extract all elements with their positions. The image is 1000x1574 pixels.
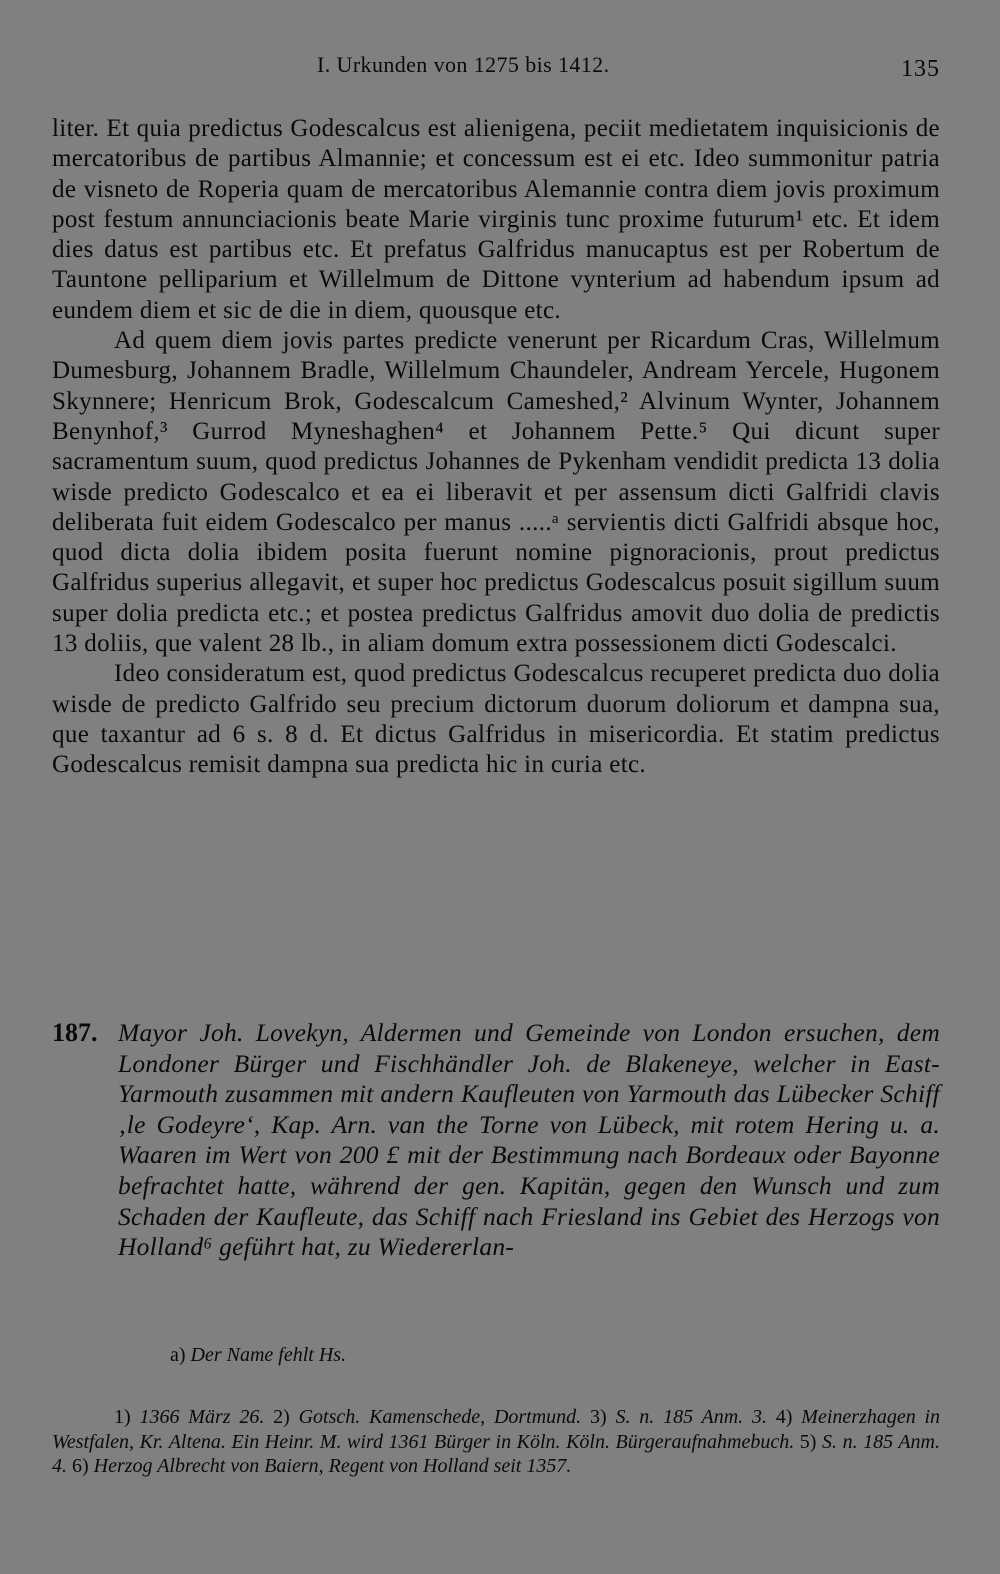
- entry-number: 187.: [52, 1018, 98, 1047]
- footnote-number: 4): [775, 1406, 793, 1428]
- footnote-number: 3): [589, 1406, 607, 1428]
- footnote-marker: a): [170, 1344, 186, 1366]
- running-head: [52, 50, 940, 86]
- footnote-number: 5): [799, 1430, 817, 1453]
- footnotes-paragraph: [52, 1405, 940, 1479]
- body-paragraph-jury: Ad quem diem jovis partes predicte venerunt per Ricardum Cras, Willelmum Dumesburg, Johannem Bradle, Willelmum Chaundeler, Andream Yercele, Hugonem Skynnere; Henricum Brok, Godescalcum Cameshed,² Alvinum Wynter, Johannem Benynhof,³ Gurrod Myneshaghen⁴ et Johannem Pette.⁵ Qui dicunt super sacramentum suum, quod predictus Johannes de Pykenham vendidit predicta 13 dolia wisde predicto Godescalco et ea ei liberavit et per assensum dicti Galfridi clavis deliberata fuit eidem Godescalco per manus .....ᵃ servientis dicti Galfridi absque hoc, quod dicta dolia ibidem posita fuerunt nomine pignoracionis, prout predictus Galfridus superius allegavit, et super hoc predictus Godescalcus posuit sigillum suum super dolia predicta etc.; et postea predictus Galfridus amovit duo dolia de predictis 13 doliis, que valent 28 lb., in aliam domum extra possessionem dicti Godescalci.: [52, 327, 940, 658]
- body-paragraph-continued: liter. Et quia predictus Godescalcus est alienigena, peciit medietatem inquisicionis de mercatoribus de partibus Almannie; et concessum est ei etc. Ideo summonitur patria de visneto de Roperia quam de mercatoribus Alemannie contra diem jovis proximum post festum annunciacionis beate Marie virginis tunc proxime futurum¹ etc. Et idem dies datus est partibus etc. Et prefatus Galfridus manucaptus est per Robertum de Tauntone pelliparium et Willelmum de Dittone vynterium ad habendum ipsum ad eundem diem et sic de die in diem, quousque etc.: [52, 115, 940, 324]
- footnote-text: S. n. 185 Anm. 4.: [52, 1430, 941, 1477]
- footnote-text: S. n. 185 Anm. 3.: [615, 1406, 767, 1428]
- footnotes-block: [52, 1405, 940, 1479]
- book-page: [52, 0, 940, 1574]
- body-paragraph-judgment: Ideo consideratum est, quod predictus Godescalcus recuperet predicta duo dolia wisde de predicto Galfrido seu precium dictorum duorum doliorum et dampna sua, que taxantur ad 6 s. 8 d. Et dictus Galfridus in misericordia. Et statim predictus Godescalcus remisit dampna sua predicta hic in curia etc.: [52, 660, 940, 779]
- footnote-number: 1): [114, 1406, 131, 1428]
- footnote-text: Herzog Albrecht von Baiern, Regent von Holland seit 1357.: [93, 1455, 572, 1477]
- running-title: I. Urkunden von 1275 bis 1412.: [317, 52, 610, 77]
- page-number: 135: [901, 56, 940, 82]
- entry-regest: Mayor Joh. Lovekyn, Aldermen und Gemeinde von London ersuchen, dem Londoner Bürger und Fischhändler Joh. de Blakeneye, welcher in East-Yarmouth zusammen mit andern Kaufleuten von Yarmouth das Lübecker Schiff ‚le Godeyre‘, Kap. Arn. van the Torne von Lübeck, mit rotem Hering u. a. Waaren im Wert von 200 £ mit der Bestimmung nach Bordeaux oder Bayonne befrachtet hatte, während der gen. Kapitän, gegen den Wunsch und zum Schaden der Kaufleute, das Schiff nach Friesland ins Gebiet des Herzogs von Holland⁶ geführt hat, zu Wiedererlan-: [118, 1018, 940, 1262]
- footnote-text: Gotsch. Kamenschede, Dortmund.: [298, 1406, 582, 1428]
- footnote-text: Meinerzhagen in Westfalen, Kr. Altena. Ein Heinr. M. wird 1361 Bürger in Köln. Köln. Bürgeraufnahmebuch.: [52, 1406, 941, 1453]
- footnote-text: Der Name fehlt Hs.: [190, 1344, 347, 1366]
- footnote-text: 1366 März 26.: [139, 1406, 265, 1428]
- footnote-number: 6): [72, 1455, 89, 1477]
- document-body: [52, 114, 940, 781]
- footnote-text-critical: [170, 1344, 346, 1367]
- footnote-number: 2): [273, 1406, 290, 1428]
- document-entry-187: [52, 1018, 940, 1263]
